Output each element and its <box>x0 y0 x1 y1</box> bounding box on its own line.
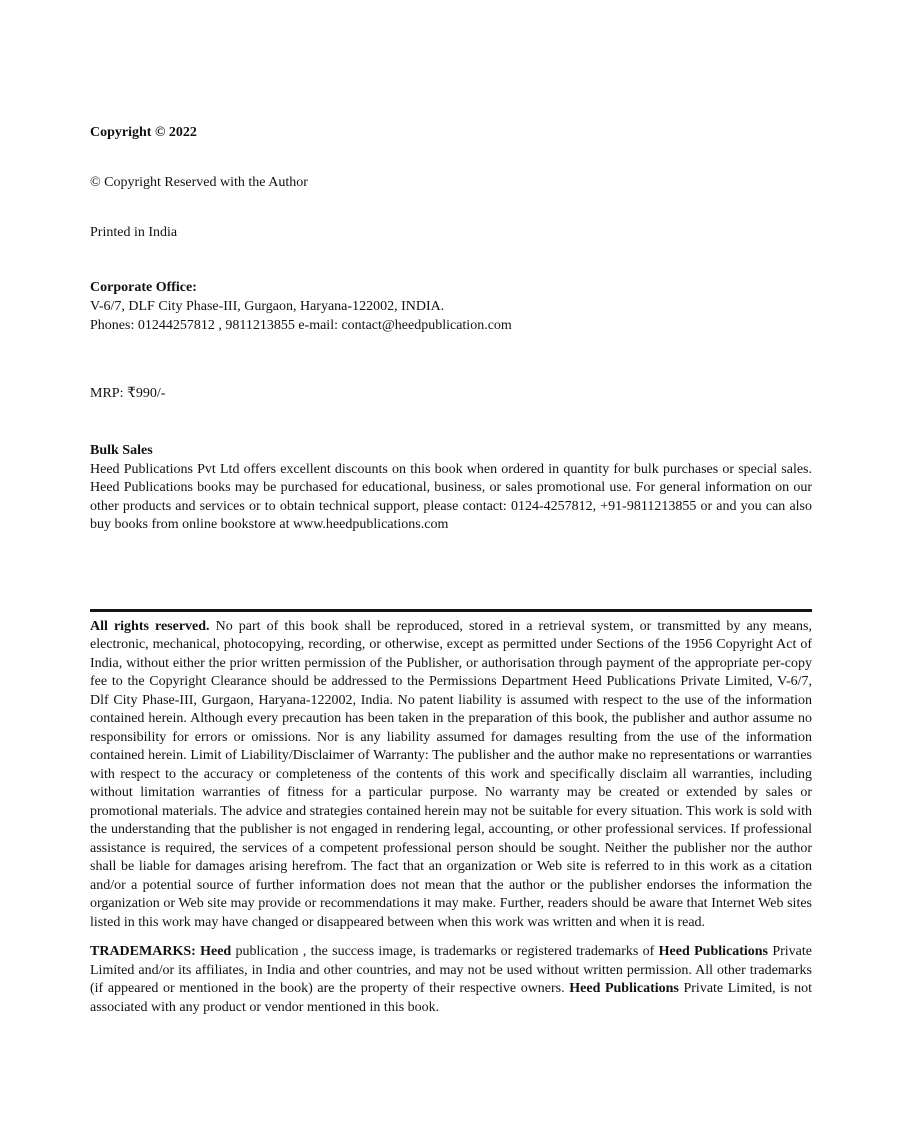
mrp-line: MRP: ₹990/- <box>90 385 166 401</box>
bulk-sales-paragraph: Heed Publications Pvt Ltd offers excellent discounts on this book when ordered in quantity for bulk purchases or special sales. Heed Publications books may be purchased for educational, business, or sales promotional use. For general information on our other products and services or to obtain technical support, please contact: 0124-4257812, +91-9811213855 or and you can also buy books from online bookstore at www.heedpublications.com <box>90 461 812 532</box>
copyright-year-line: Copyright © 2022 <box>90 125 197 140</box>
bulk-sales-heading: Bulk Sales <box>90 443 153 458</box>
corporate-office-address: V-6/7, DLF City Phase-III, Gurgaon, Haryana-122002, INDIA. <box>90 298 445 314</box>
divider-rule <box>90 609 812 612</box>
corporate-office-phones: Phones: 01244257812 , 9811213855 e-mail: contact@heedpublication.com <box>90 317 512 333</box>
trademarks-paragraph: TRADEMARKS: Heed publication , the success image, is trademarks or registered trademarks of Heed Publications Private Limited and/or its affiliates, in India and other countries, and may not be used without written permission. All other trademarks (if appeared or mentioned in the book) are the property of their respective owners. Heed Publications Private Limited, is not associated with any product or vendor mentioned in this book. <box>90 944 813 1015</box>
corporate-office-block <box>90 278 812 335</box>
corporate-office-heading: Corporate Office: <box>90 279 197 295</box>
printed-in-india-line: Printed in India <box>90 225 178 240</box>
all-rights-reserved-paragraph: All rights reserved. No part of this book shall be reproduced, stored in a retrieval system, or transmitted by any means, electronic, mechanical, photocopying, recording, or otherwise, except as permitted under Sections of the 1956 Copyright Act of India, without either the prior written permission of the Publisher, or authorisation through payment of the appropriate per-copy fee to the Copyright Clearance should be addressed to the Permissions Department Heed Publications Private Limited, V-6/7, Dlf City Phase-III, Gurgaon, Haryana-122002, India. No patent liability is assumed with respect to the use of the information contained herein. Although every precaution has been taken in the preparation of this book, the publisher and author assume no responsibility for errors or omissions. Nor is any liability assumed for damages resulting from the use of the information contained herein. Limit of Liability/Disclaimer of Warranty: The publisher and the author make no representations or warranties with respect to the accuracy or completeness of the contents of this work and specifically disclaim all warranties, including without limitation warranties of fitness for a particular purpose. No warranty may be created or extended by sales or promotional materials. The advice and strategies contained herein may not be suitable for every situation. This work is sold with the understanding that the publisher is not engaged in rendering legal, accounting, or other professional services. If professional assistance is required, the services of a competent professional person should be sought. Neither the publisher nor the author shall be liable for damages arising herefrom. The fact that an organization or Web site is referred to in this work as a citation and/or a potential source of further information does not mean that the author or the publisher endorses the information the organization or Web site may provide or recommendations it may make. Further, readers should be aware that Internet Web sites listed in this work may have changed or disappeared between when this work was written and when it is read. <box>90 618 812 930</box>
bulk-sales-block <box>90 442 812 535</box>
copyright-reserved-line: © Copyright Reserved with the Author <box>90 174 308 190</box>
